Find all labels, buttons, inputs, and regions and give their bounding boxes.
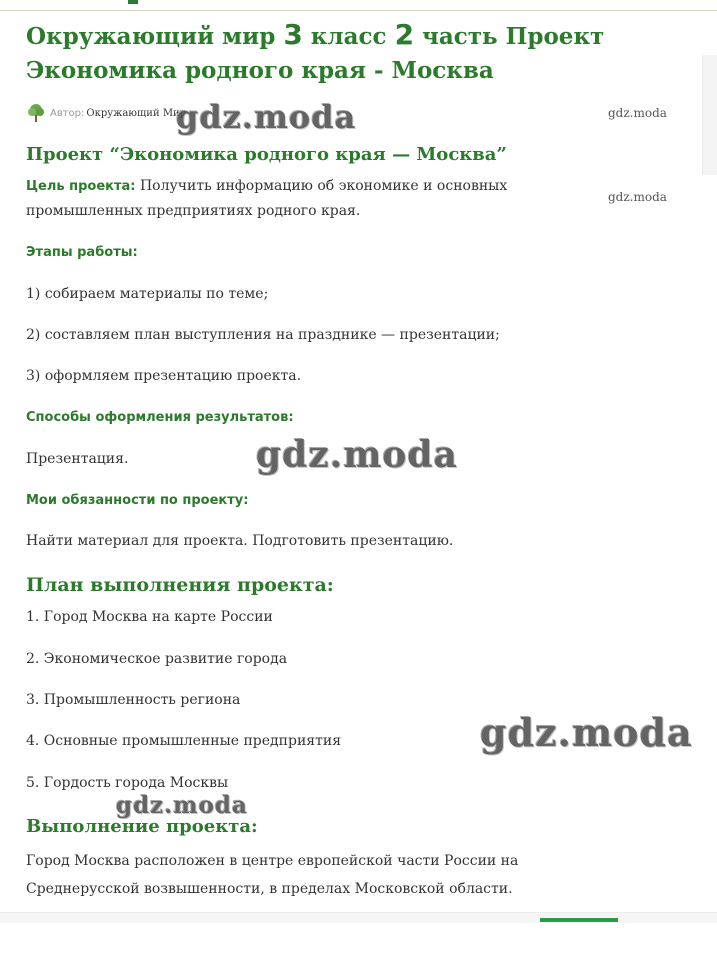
project-heading: Проект “Экономика родного края — Москва” — [26, 144, 507, 165]
title-text-3: часть Проект — [414, 23, 605, 50]
duties-label: Мои обязанности по проекту: — [26, 493, 249, 508]
project-goal — [26, 174, 626, 224]
duties-text: Найти материал для проекта. Подготовить презентацию. — [26, 533, 454, 549]
execution-text: Город Москва расположен в центре европейской части России на Среднерусской возвышенности, в пределах Московской области. — [26, 853, 519, 897]
footer-accent — [540, 918, 618, 922]
plan-item: 4. Основные промышленные предприятия — [26, 733, 342, 749]
title-text-2: класс — [302, 23, 395, 50]
author-label: Автор: — [50, 107, 85, 119]
watermark-large: gdz.moda — [116, 792, 248, 819]
plan-item: 2. Экономическое развитие города — [26, 651, 288, 667]
title-text-1: Окружающий мир — [26, 23, 284, 50]
plan-item: 1. Город Москва на карте России — [26, 609, 273, 625]
stage-item: 1) собираем материалы по теме; — [26, 286, 269, 302]
execution-heading: Выполнение проекта: — [26, 816, 258, 837]
plan-item: 3. Промышленность региона — [26, 692, 241, 708]
stage-item: 3) оформляем презентацию проекта. — [26, 368, 302, 384]
side-scroll-strip[interactable] — [702, 55, 717, 175]
top-divider — [0, 10, 717, 11]
methods-text: Презентация. — [26, 451, 129, 467]
goal-label: Цель проекта: — [26, 179, 136, 194]
goal-text: Получить информацию об экономике и основных промышленных предприятиях родного края. — [26, 178, 508, 219]
title-line-2: Экономика родного края - Москва — [26, 57, 494, 84]
stage-item: 2) составляем план выступления на празднике — презентации; — [26, 327, 500, 343]
plan-item: 5. Гордость города Москвы — [26, 775, 229, 791]
watermark-large: gdz.moda — [256, 434, 458, 476]
plan-heading: План выполнения проекта: — [26, 574, 334, 596]
methods-label: Способы оформления результатов: — [26, 410, 294, 425]
author-line — [26, 102, 186, 124]
watermark-small: gdz.moda — [608, 190, 667, 204]
stages-label: Этапы работы: — [26, 245, 138, 260]
title-grade-number: 3 — [283, 18, 303, 51]
tree-icon — [26, 103, 46, 123]
page-title — [26, 18, 696, 88]
watermark-small: gdz.moda — [608, 106, 667, 120]
author-link[interactable]: Окружающий Мир — [86, 107, 187, 119]
watermark-large: gdz.moda — [480, 710, 693, 755]
title-part-number: 2 — [394, 18, 415, 51]
watermark-large: gdz.moda — [176, 98, 357, 136]
top-accent-tab — [128, 0, 138, 4]
